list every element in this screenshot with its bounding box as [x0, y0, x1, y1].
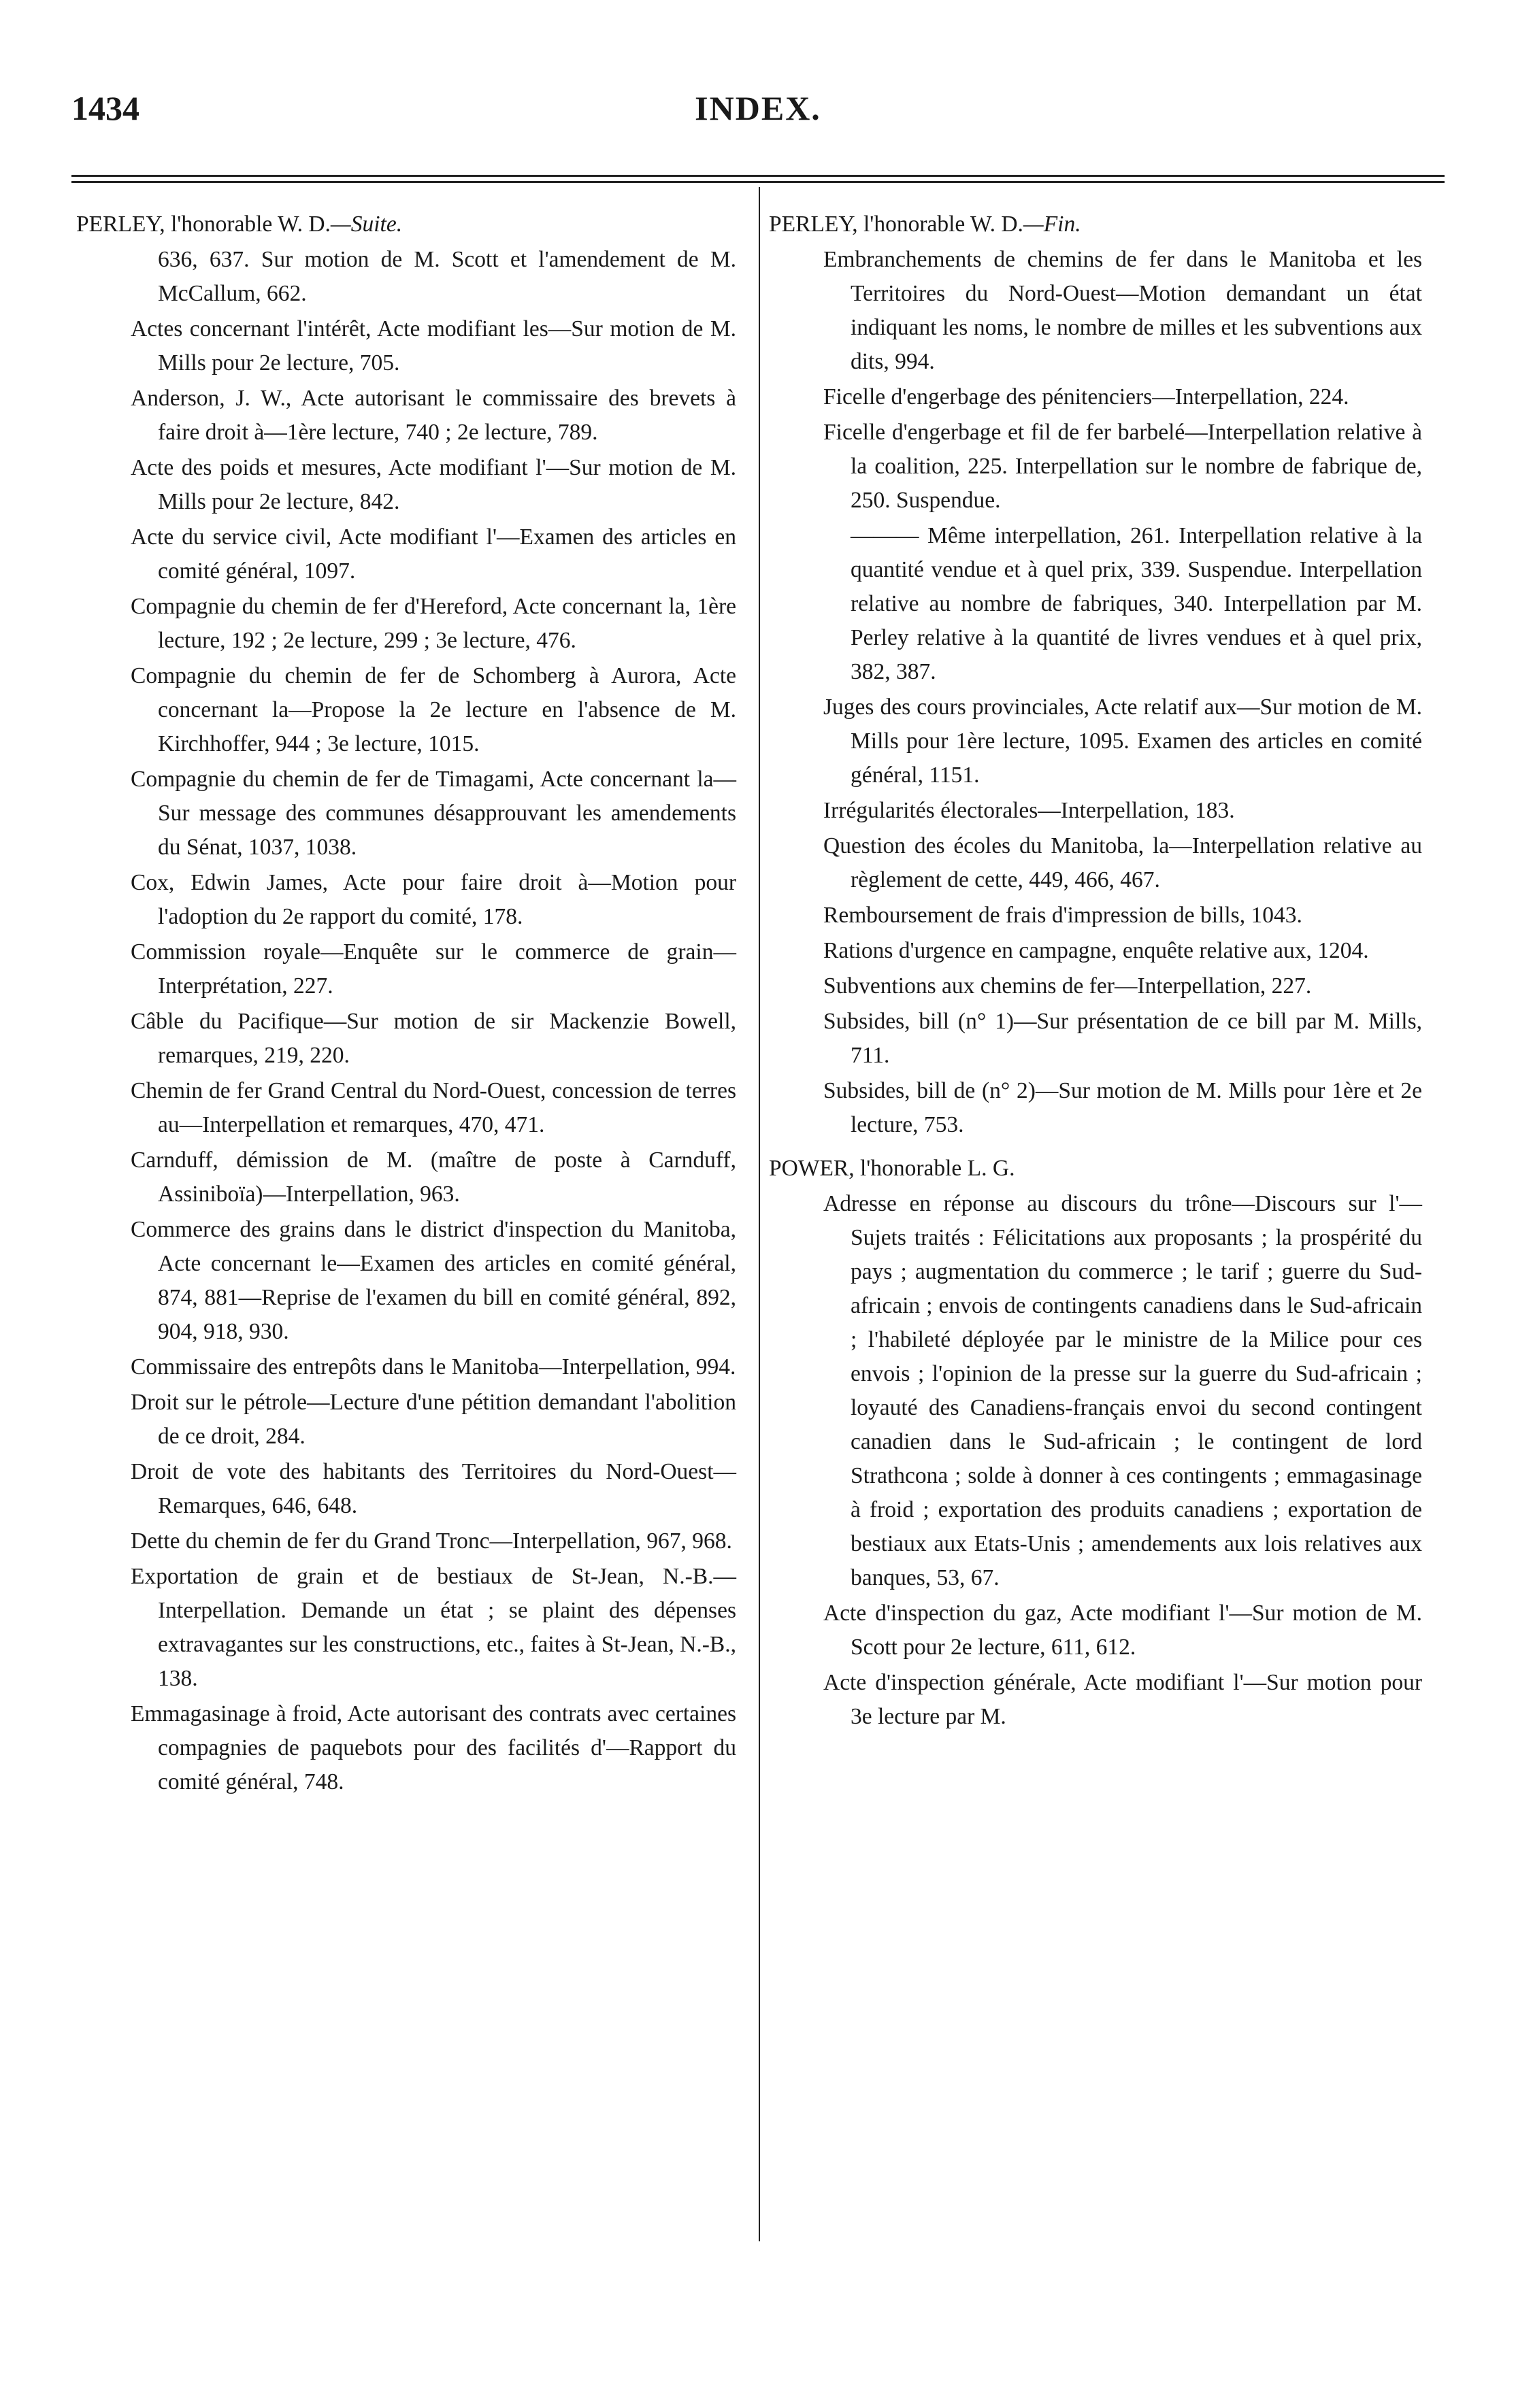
page-number: 1434: [71, 89, 139, 127]
index-entry: Commissaire des entrepôts dans le Manitoba—Interpellation, 994.: [131, 1354, 736, 1379]
left-column: [76, 207, 736, 1801]
index-entry: Ficelle d'engerbage des pénitenciers—Interpellation, 224.: [823, 384, 1349, 409]
index-entry: Compagnie du chemin de fer d'Hereford, Acte concernant la, 1ère lecture, 192 ; 2e lecture, 299 ; 3e lecture, 476.: [131, 594, 736, 653]
index-entry: Subsides, bill (n° 1)—Sur présentation de ce bill par M. Mills, 711.: [823, 1009, 1422, 1068]
index-heading-perley-suite: [76, 207, 736, 241]
index-entry: Droit de vote des habitants des Territoires du Nord-Ouest—Remarques, 646, 648.: [131, 1459, 736, 1518]
index-entry: Compagnie du chemin de fer de Schomberg à Aurora, Acte concernant la—Propose la 2e lecture en l'absence de M. Kirchhoffer, 944 ; 3e lecture, 1015.: [131, 663, 736, 756]
index-entry: Dette du chemin de fer du Grand Tronc—Interpellation, 967, 968.: [131, 1528, 732, 1554]
heading-suffix: —Suite.: [330, 212, 403, 237]
right-column: [769, 207, 1422, 1735]
index-entry: Droit sur le pétrole—Lecture d'une pétition demandant l'abolition de ce droit, 284.: [131, 1390, 736, 1449]
index-entry: Emmagasinage à froid, Acte autorisant des contrats avec certaines compagnies de paquebots pour des facilités d'—Rapport du comité général, 748.: [131, 1701, 736, 1794]
index-entry-continuation: 636, 637. Sur motion de M. Scott et l'amendement de M. McCallum, 662.: [158, 247, 736, 306]
index-entry: Acte d'inspection du gaz, Acte modifiant l'—Sur motion de M. Scott pour 2e lecture, 611, 612.: [823, 1601, 1422, 1660]
index-entry: Ficelle d'engerbage et fil de fer barbelé—Interpellation relative à la coalition, 225. Interpellation sur le nombre de fabrique de, 250. Suspendue.: [823, 420, 1422, 513]
index-entry: Acte du service civil, Acte modifiant l'—Examen des articles en comité général, 1097.: [131, 524, 736, 584]
index-entry: Anderson, J. W., Acte autorisant le commissaire des brevets à faire droit à—1ère lecture, 740 ; 2e lecture, 789.: [131, 386, 736, 445]
index-entry: Commission royale—Enquête sur le commerce de grain—Interprétation, 227.: [131, 939, 736, 999]
index-entry: Commerce des grains dans le district d'inspection du Manitoba, Acte concernant le—Examen des articles en comité général, 874, 881—Reprise de l'examen du bill en comité général, 892, 904, 918, 930.: [131, 1217, 736, 1344]
index-entry: Compagnie du chemin de fer de Timagami, Acte concernant la—Sur message des communes désapprouvant les amendements du Sénat, 1037, 1038.: [131, 767, 736, 860]
index-entry: Rations d'urgence en campagne, enquête relative aux, 1204.: [823, 938, 1369, 963]
header-rule-bottom: [71, 181, 1445, 183]
index-entry: Acte d'inspection générale, Acte modifiant l'—Sur motion pour 3e lecture par M.: [823, 1670, 1422, 1729]
index-entry: Carnduff, démission de M. (maître de poste à Carnduff, Assiniboïa)—Interpellation, 963.: [131, 1148, 736, 1207]
column-divider: [759, 187, 760, 2241]
heading-name: PERLEY, l'honorable W. D.: [76, 212, 331, 237]
index-entry: Adresse en réponse au discours du trône—Discours sur l'—Sujets traités : Félicitations aux proposants ; la prospérité du pays ; augmentation du commerce ; le tarif ; guerre du Sud-africain ; envois de contingents canadiens dans le Sud-africain ; l'habileté déployée par le ministre de la Milice pour ces envois ; l'opinion de la presse sur la guerre du Sud-africain ; loyauté des Canadiens-français envoi du second contingent canadien dans le Sud-africain ; le contingent de lord Strathcona ; solde à donner à ces contingents ; emmagasinage à froid ; exportation des produits canadiens ; exportation de bestiaux aux Etats-Unis ; amendements aux lois relatives aux banques, 53, 67.: [823, 1191, 1422, 1590]
index-entry: Question des écoles du Manitoba, la—Interpellation relative au règlement de cette, 449, 466, 467.: [823, 833, 1422, 892]
index-heading-power: POWER, l'honorable L. G.: [769, 1156, 1015, 1181]
index-entry: Remboursement de frais d'impression de bills, 1043.: [823, 903, 1302, 928]
index-entry: Actes concernant l'intérêt, Acte modifiant les—Sur motion de M. Mills pour 2e lecture, 705.: [131, 316, 736, 375]
index-heading-perley-fin: [769, 207, 1422, 241]
index-entry: Subventions aux chemins de fer—Interpellation, 227.: [823, 973, 1312, 999]
index-entry: Juges des cours provinciales, Acte relatif aux—Sur motion de M. Mills pour 1ère lecture, 1095. Examen des articles en comité général, 1151.: [823, 695, 1422, 788]
index-entry: Embranchements de chemins de fer dans le Manitoba et les Territoires du Nord-Ouest—Motion demandant un état indiquant les noms, le nombre de milles et les subventions aux dits, 994.: [823, 247, 1422, 374]
heading-suffix: —Fin.: [1023, 212, 1081, 237]
index-entry-continuation: ——— Même interpellation, 261. Interpellation relative à la quantité vendue et à quel prix, 339. Suspendue. Interpellation relative au nombre de fabriques, 340. Interpellation par M. Perley relative à la quantité de livres vendues et à quel prix, 382, 387.: [851, 523, 1422, 684]
index-entry: Irrégularités électorales—Interpellation, 183.: [823, 798, 1235, 823]
index-entry: Acte des poids et mesures, Acte modifiant l'—Sur motion de M. Mills pour 2e lecture, 842.: [131, 455, 736, 514]
page-header: [71, 88, 1445, 163]
index-entry: Câble du Pacifique—Sur motion de sir Mackenzie Bowell, remarques, 219, 220.: [131, 1009, 736, 1068]
header-rule-top: [71, 175, 1445, 177]
index-entry: Cox, Edwin James, Acte pour faire droit à—Motion pour l'adoption du 2e rapport du comité, 178.: [131, 870, 736, 929]
index-entry: Subsides, bill de (n° 2)—Sur motion de M. Mills pour 1ère et 2e lecture, 753.: [823, 1078, 1422, 1137]
index-entry: Chemin de fer Grand Central du Nord-Ouest, concession de terres au—Interpellation et remarques, 470, 471.: [131, 1078, 736, 1137]
page-title: INDEX.: [695, 89, 821, 127]
heading-name: PERLEY, l'honorable W. D.: [769, 212, 1023, 237]
index-entry: Exportation de grain et de bestiaux de St-Jean, N.-B.—Interpellation. Demande un état ; se plaint des dépenses extravagantes sur les constructions, etc., faites à St-Jean, N.-B., 138.: [131, 1564, 736, 1691]
